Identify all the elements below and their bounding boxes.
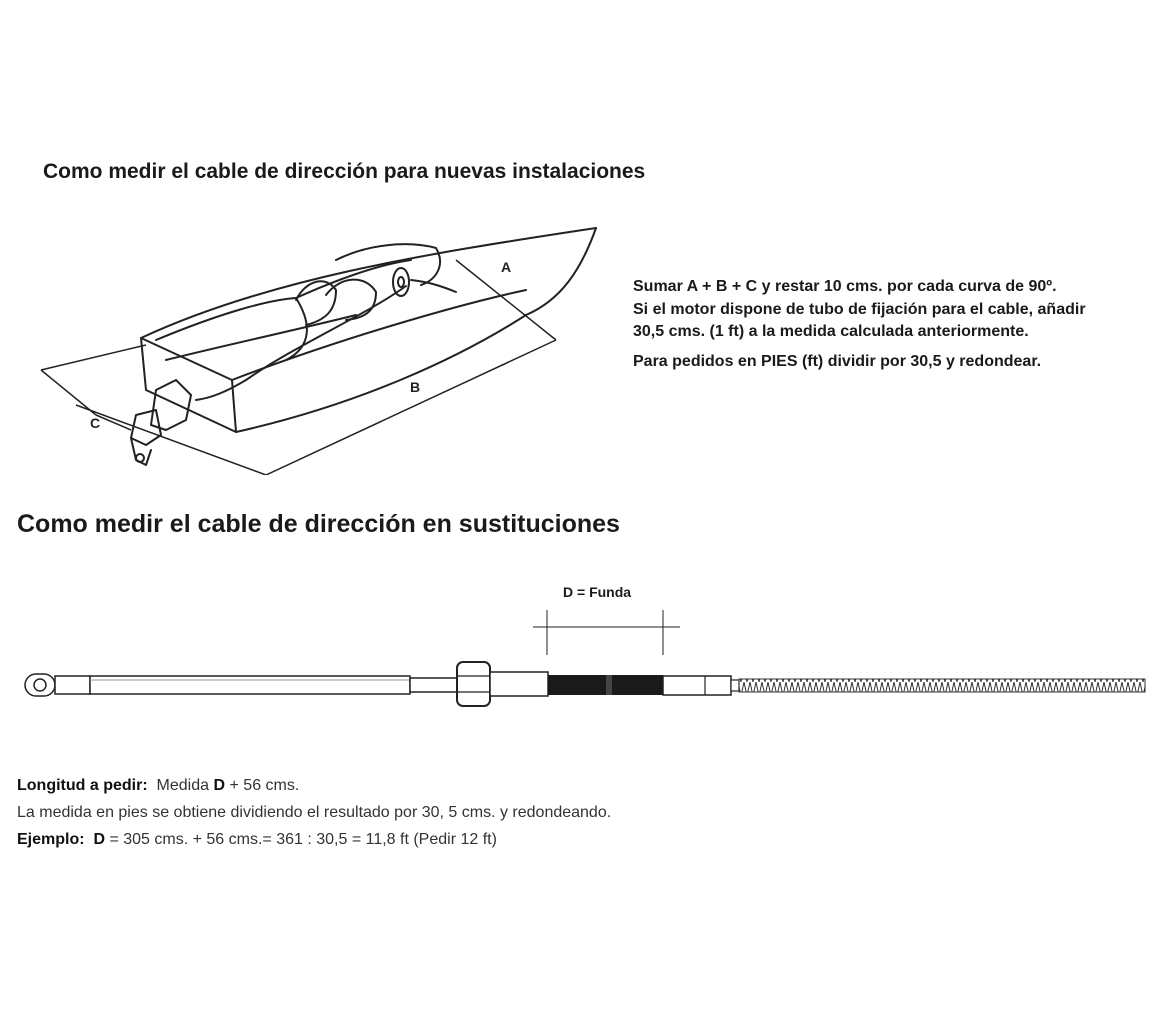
order-length-var: D — [213, 777, 226, 794]
boat-measurement-diagram — [36, 220, 616, 475]
example-line — [17, 826, 611, 853]
order-length-label: Longitud a pedir: — [17, 777, 148, 794]
replacement-notes — [17, 772, 611, 853]
instruction-line: Para pedidos en PIES (ft) dividir por 30,5 y redondear. — [633, 352, 1042, 370]
label-a: A — [501, 259, 512, 275]
instruction-line: 30,5 cms. (1 ft) a la medida calculada anteriormente. — [633, 323, 1029, 340]
order-length-post: + 56 cms. — [229, 777, 300, 794]
example-var: D — [93, 831, 106, 848]
new-install-instructions — [633, 276, 1086, 373]
example-label: Ejemplo: — [17, 831, 85, 848]
label-c: C — [90, 415, 101, 431]
order-length-pre: Medida — [156, 777, 210, 794]
steering-cable-diagram — [0, 570, 1176, 720]
section-title-replacement: Como medir el cable de dirección en sustituciones — [17, 510, 620, 538]
feet-note: La medida en pies se obtiene dividiendo el resultado por 30, 5 cms. y redondeando. — [17, 804, 612, 821]
label-b: B — [410, 379, 421, 395]
instruction-line: Si el motor dispone de tubo de fijación para el cable, añadir — [633, 300, 1086, 318]
d-funda-label: D = Funda — [563, 584, 632, 600]
instruction-line: Sumar A + B + C y restar 10 cms. por cada curva de 90º. — [633, 278, 1057, 295]
order-length-line — [17, 772, 611, 799]
example-text: = 305 cms. + 56 cms.= 361 : 30,5 = 11,8 ft (Pedir 12 ft) — [109, 831, 497, 848]
section-title-new-install: Como medir el cable de dirección para nuevas instalaciones — [43, 160, 646, 183]
